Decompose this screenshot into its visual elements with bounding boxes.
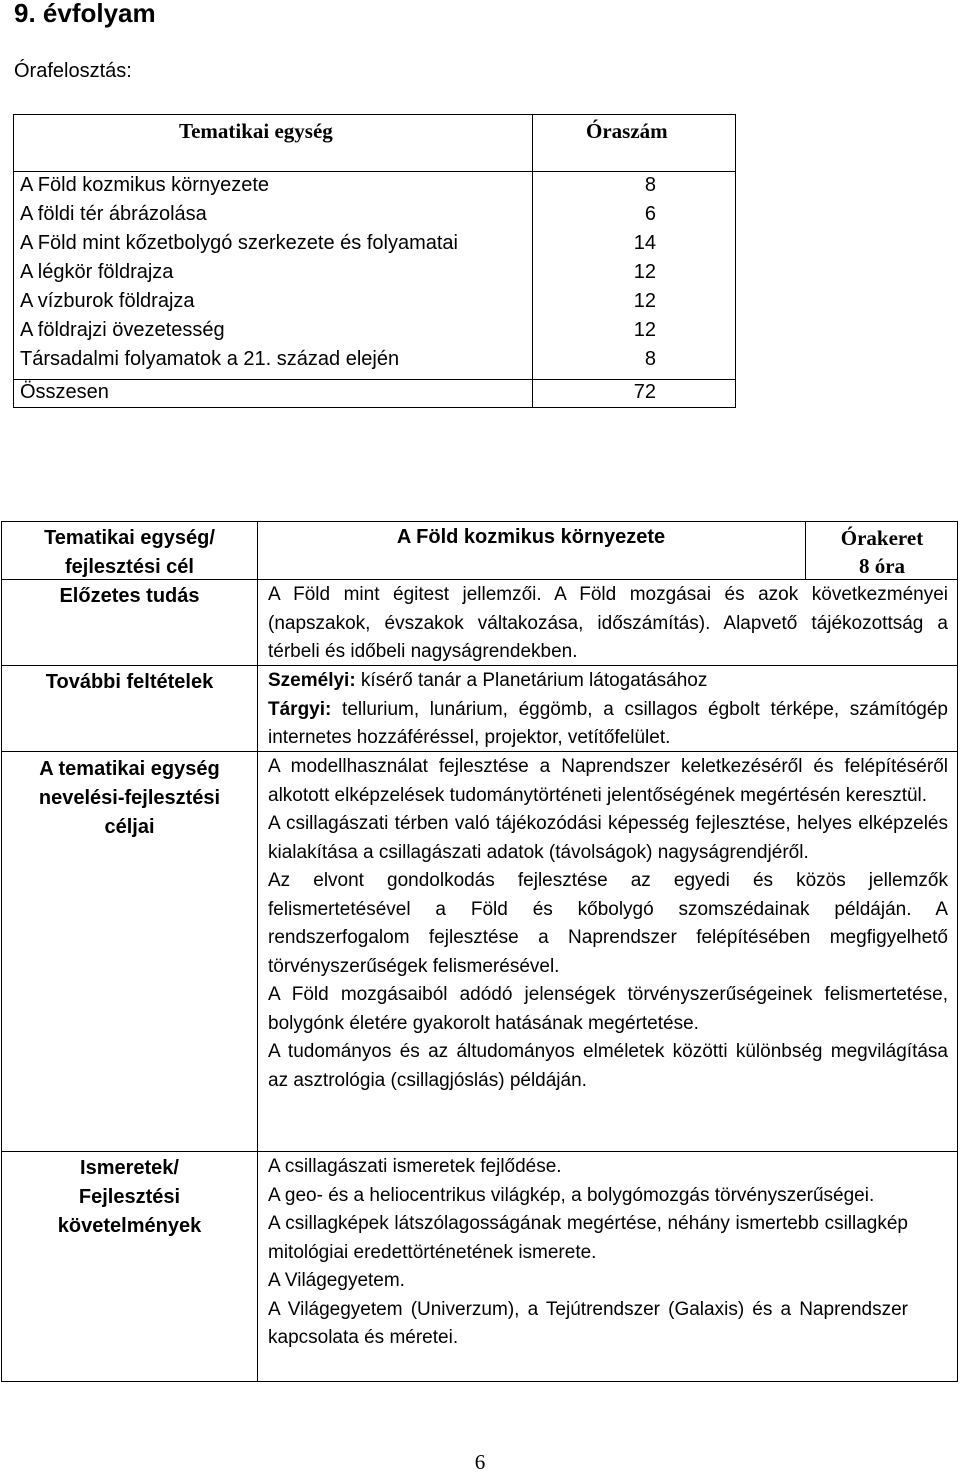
table-row: [20, 174, 730, 203]
goal-paragraph: A csillagászati térben való tájékozódási képesség fejlesztése, helyes elképzelés kialakítása a csillagászati adatok (távolságok) nagyságrendjéről.: [268, 813, 948, 863]
material-condition: [268, 696, 948, 753]
unit-title: A Föld kozmikus környezete: [396, 526, 666, 548]
hours-value: 8 óra: [858, 554, 906, 578]
label-goals-line3: céljai: [104, 816, 155, 838]
row-topic: A Föld kozmikus környezete: [20, 174, 269, 196]
goal-paragraph: A tudományos és az áltudományos elméletek közötti különbség megvilágítása az asztrológia (csillagjóslás) példáján.: [268, 1041, 948, 1091]
row-topic: A Föld mint kőzetbolygó szerkezete és folyamatai: [20, 232, 458, 254]
conditions-cell: [268, 667, 948, 753]
row-hours: 12: [633, 290, 656, 312]
label-goals: [2, 755, 257, 842]
row-topic: A légkör földrajza: [20, 261, 174, 283]
label-topic-line2: fejlesztési cél: [65, 556, 194, 578]
label-req-line1: Ismeretek/: [80, 1157, 179, 1179]
row-topic: A földi tér ábrázolása: [20, 203, 207, 225]
column-header-topic: Tematikai egység: [179, 119, 333, 143]
goals-cell: [268, 753, 948, 1095]
prior-knowledge-cell: [268, 581, 948, 667]
table-row: [20, 261, 730, 290]
total-hours: 72: [633, 381, 656, 403]
personal-text: kísérő tanár a Planetárium látogatásához: [355, 670, 708, 691]
page-number: 6: [474, 1450, 486, 1474]
row-hours: 6: [644, 203, 656, 225]
requirement-paragraph: A csillagképek látszólagosságának megértése, néhány ismertebb csillagkép mitológiai eredettörténetének ismerete.: [268, 1213, 908, 1263]
label-goals-line1: A tematikai egység: [39, 758, 220, 780]
row-topic: Társadalmi folyamatok a 21. század elején: [20, 348, 400, 370]
unit-table: [1, 521, 958, 1382]
goal-paragraph: A Föld mozgásaiból adódó jelenségek törvényszerűségeinek felismertetése, bolygónk életére gyakorolt hatásának megértetése.: [268, 984, 948, 1034]
label-req-line3: követelmények: [57, 1215, 202, 1237]
personal-label: Személyi:: [268, 670, 356, 691]
table-row: [20, 203, 730, 232]
prior-knowledge-text: A Föld mint égitest jellemzői. A Föld mozgásai és azok következményei (napszakok, évszakok váltakozása, időszámítás). Alapvető tájékozottság a térbeli és időbeli nagyságrendekben.: [268, 584, 948, 662]
column-header-hours: Óraszám: [586, 119, 668, 143]
table-row: [20, 348, 730, 377]
requirement-paragraph: A csillagászati ismeretek fejlődése.: [268, 1156, 562, 1177]
row-hours: 8: [644, 174, 656, 196]
row-hours: 12: [633, 319, 656, 341]
label-requirements: [2, 1154, 257, 1241]
row-topic: A földrajzi övezetesség: [20, 319, 225, 341]
row-hours: 8: [644, 348, 656, 370]
requirements-cell: [268, 1153, 908, 1353]
material-label: Tárgyi:: [268, 698, 332, 720]
label-topic-line1: Tematikai egység/: [44, 527, 215, 549]
row-hours: 12: [633, 261, 656, 283]
label-goals-line2: nevelési-fejlesztési: [38, 787, 221, 809]
label-prior-knowledge: Előzetes tudás: [59, 585, 200, 607]
hours-label: Órakeret: [840, 526, 924, 550]
requirement-paragraph: A Világegyetem.: [268, 1270, 405, 1291]
table-row: [20, 232, 730, 261]
label-req-line2: Fejlesztési: [78, 1186, 181, 1208]
row-hours: 14: [633, 232, 656, 254]
label-conditions: További feltételek: [45, 671, 214, 693]
goal-paragraph: A modellhasználat fejlesztése a Naprendszer keletkezéséről és felépítéséről alkotott elképzelések tudománytörténeti jelentőségének megértésén keresztül.: [268, 756, 948, 806]
table-row: [20, 290, 730, 319]
label-topic: [2, 524, 257, 582]
personal-condition: [268, 667, 948, 696]
material-text: tellurium, lunárium, éggömb, a csillagos égbolt térképe, számítógép internetes hozzáféréssel, projektor, vetítőfelület.: [268, 698, 948, 748]
table-row-total: [20, 381, 730, 410]
page-heading: 9. évfolyam: [14, 0, 156, 28]
total-label: Összesen: [20, 381, 109, 403]
row-topic: A vízburok földrajza: [20, 290, 195, 312]
goal-paragraph: Az elvont gondolkodás fejlesztése az egyedi és közös jellemzők felismertetésével a Föld és kőbolygó szomszédainak példáján. A rendszerfogalom fejlesztése a Naprendszer felépítésében megfigyelhető törvényszerűségek felismerésével.: [268, 870, 948, 977]
hours-table: [13, 114, 736, 408]
table-row: [20, 319, 730, 348]
requirement-paragraph: A Világegyetem (Univerzum), a Tejútrendszer (Galaxis) és a Naprendszer kapcsolata és méretei.: [268, 1298, 908, 1348]
hours-frame: [805, 524, 959, 580]
requirement-paragraph: A geo- és a heliocentrikus világkép, a bolygómozgás törvényszerűségei.: [268, 1184, 875, 1206]
section-subheading: Órafelosztás:: [14, 60, 132, 82]
